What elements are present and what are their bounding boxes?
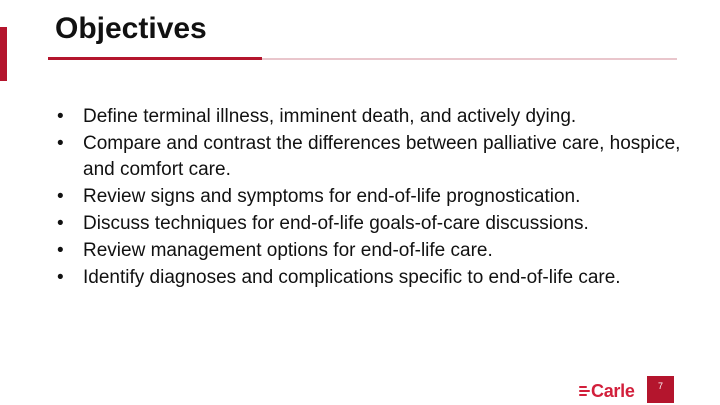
bullet-icon: • [57,240,64,261]
list-item-text: Review management options for end-of-life care. [83,240,493,261]
logo-text: Carle [591,381,635,401]
title-underline-light [262,58,677,60]
title-underline-accent [48,57,262,60]
bullet-icon: • [57,213,64,234]
list-item-text: Define terminal illness, imminent death, and actively dying. [83,106,577,127]
page-number: 7 [647,376,674,403]
list-item [57,211,687,237]
list-item [57,104,687,130]
list-item [57,238,687,264]
list-item-text: Review signs and symptoms for end-of-life prognostication. [83,186,581,207]
objectives-list [57,104,687,292]
bullet-icon: • [57,106,64,127]
carle-logo [579,380,635,402]
bullet-icon: • [57,133,64,154]
list-item [57,184,687,210]
list-item-text: Compare and contrast the differences between palliative care, hospice, and comfort care. [83,133,681,180]
carle-logo-mark-icon [579,384,590,398]
bullet-icon: • [57,186,64,207]
list-item [57,131,687,183]
slide-title: Objectives [55,12,207,45]
list-item [57,265,687,291]
bullet-icon: • [57,267,64,288]
left-accent-bar [0,27,7,81]
list-item-text: Discuss techniques for end-of-life goals-of-care discussions. [83,213,589,234]
list-item-text: Identify diagnoses and complications specific to end-of-life care. [83,267,621,288]
